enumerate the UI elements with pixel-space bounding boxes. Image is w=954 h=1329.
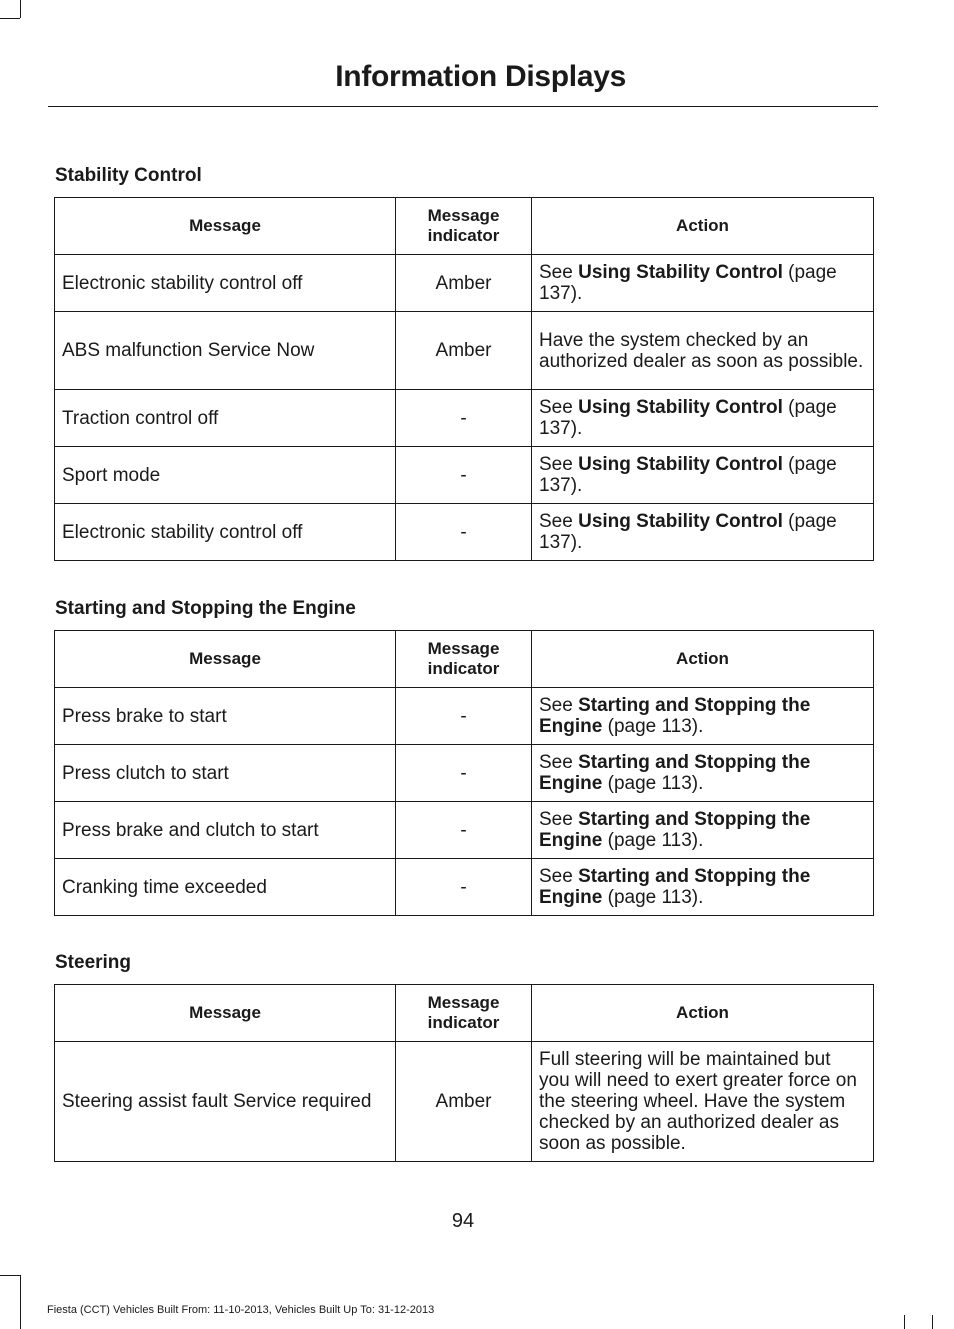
indicator-cell: - [396,688,532,745]
action-cell: See Starting and Stopping the Engine (page 113). [532,745,874,802]
table-row [55,255,874,312]
section-heading-steering: Steering [55,952,132,973]
page-reference-link: Starting and Stopping the Engine [539,866,811,908]
indicator-cell: Amber [396,255,532,312]
table-header-row [55,985,874,1042]
table-header-row [55,198,874,255]
column-header-message: Message [55,985,396,1042]
table-row [55,390,874,447]
message-cell: Cranking time exceeded [55,859,396,916]
page-number: 94 [451,1210,475,1232]
steering-table [54,984,874,1162]
action-cell: See Using Stability Control (page 137). [532,255,874,312]
table-header-row [55,631,874,688]
page-reference-link: Starting and Stopping the Engine [539,809,811,851]
column-header-indicator: Message indicator [396,985,532,1042]
footer-vehicle-info: Fiesta (CCT) Vehicles Built From: 11-10-2013, Vehicles Built Up To: 31-12-2013 [47,1304,435,1316]
action-cell: See Using Stability Control (page 137). [532,504,874,561]
page-reference-link: Using Stability Control [578,511,783,532]
title-divider [48,106,878,107]
page-reference-link: Using Stability Control [578,454,783,475]
column-header-indicator: Message indicator [396,631,532,688]
table-row [55,859,874,916]
message-cell: Press brake and clutch to start [55,802,396,859]
message-cell: Press brake to start [55,688,396,745]
column-header-indicator: Message indicator [396,198,532,255]
indicator-cell: - [396,447,532,504]
table-row [55,447,874,504]
column-header-message: Message [55,631,396,688]
page-title: Information Displays [335,60,626,93]
indicator-cell: - [396,802,532,859]
table-row [55,1042,874,1162]
crop-mark-top-left-horizontal [0,18,20,19]
page-reference-link: Starting and Stopping the Engine [539,695,811,737]
table-row [55,504,874,561]
page-reference-link: Starting and Stopping the Engine [539,752,811,794]
crop-mark-top-left-vertical [20,0,21,18]
action-cell: See Starting and Stopping the Engine (page 113). [532,688,874,745]
table-row [55,688,874,745]
crop-mark-bottom-left-horizontal [0,1275,20,1276]
indicator-cell: - [396,745,532,802]
engine-start-stop-table [54,630,874,916]
table-row [55,802,874,859]
action-cell: See Using Stability Control (page 137). [532,447,874,504]
stability-control-table [54,197,874,561]
crop-mark-bottom-left-vertical [20,1275,21,1329]
table-row [55,745,874,802]
indicator-cell: - [396,859,532,916]
section-heading-stability: Stability Control [55,165,202,186]
column-header-action: Action [532,198,874,255]
action-cell: See Starting and Stopping the Engine (page 113). [532,802,874,859]
indicator-cell: Amber [396,312,532,390]
message-cell: ABS malfunction Service Now [55,312,396,390]
indicator-cell: - [396,390,532,447]
action-cell: Full steering will be maintained but you will need to exert greater force on the steering wheel. Have the system checked by an authorized dealer as soon as possible. [532,1042,874,1162]
action-cell: See Starting and Stopping the Engine (page 113). [532,859,874,916]
crop-mark-bottom-right-vertical-b [932,1315,933,1329]
indicator-cell: Amber [396,1042,532,1162]
column-header-message: Message [55,198,396,255]
column-header-action: Action [532,631,874,688]
table-row [55,312,874,390]
page-reference-link: Using Stability Control [578,397,783,418]
crop-mark-bottom-right-vertical-a [904,1315,905,1329]
message-cell: Press clutch to start [55,745,396,802]
page-reference-link: Using Stability Control [578,262,783,283]
action-cell: See Using Stability Control (page 137). [532,390,874,447]
indicator-cell: - [396,504,532,561]
message-cell: Electronic stability control off [55,504,396,561]
message-cell: Sport mode [55,447,396,504]
message-cell: Traction control off [55,390,396,447]
column-header-action: Action [532,985,874,1042]
message-cell: Steering assist fault Service required [55,1042,396,1162]
action-cell: Have the system checked by an authorized dealer as soon as possible. [532,312,874,390]
section-heading-engine: Starting and Stopping the Engine [55,598,356,619]
message-cell: Electronic stability control off [55,255,396,312]
